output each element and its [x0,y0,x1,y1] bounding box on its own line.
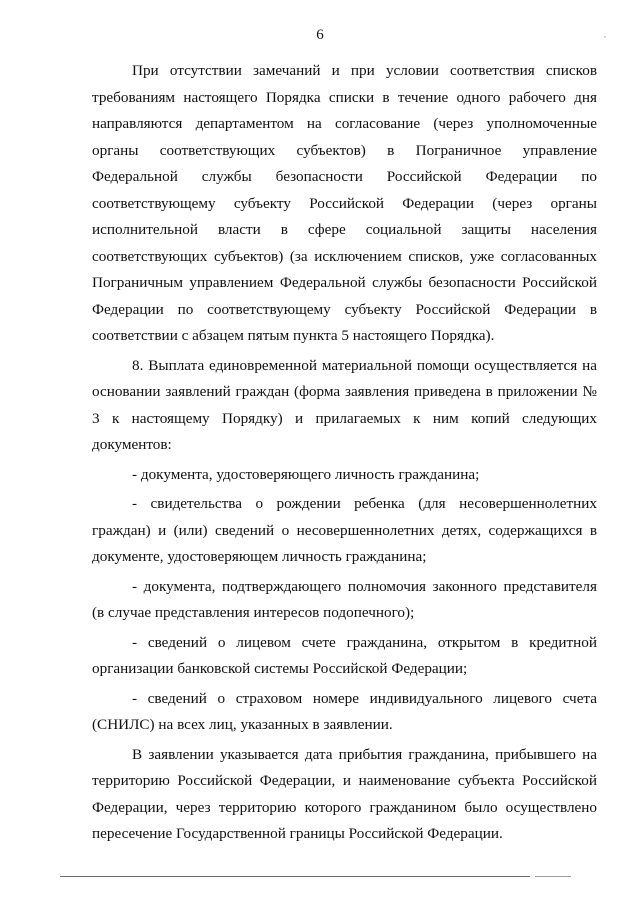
list-item-birth-certificate: - свидетельства о рождении ребенка (для несовершеннолетних граждан) и (или) сведений о несовершеннолетних детях, содержащихся в документе, удостоверяющем личность гражданина; [92,495,597,565]
page-number: 6 [316,27,324,43]
list-item-identity-document: - документа, удостоверяющего личность гражданина; [132,465,480,483]
footer-rule-tail [535,876,571,877]
footer-rule [60,876,530,877]
scan-speck [604,36,606,38]
document-body [92,58,597,848]
paragraph-item-8: 8. Выплата единовременной материальной помощи осуществляется на основании заявлений граждан (форма заявления приведена в приложении № 3 к настоящему Порядку) и прилагаемых к ним копий следующих документов: [92,356,597,453]
paragraph-application-contents: В заявлении указывается дата прибытия гражданина, прибывшего на территорию Российской Федерации, и наименование субъекта Российской Федерации, через территорию которого гражданином было осуществлено пересечение Государственной границы Российской Федерации. [92,745,597,842]
list-item-bank-account: - сведений о лицевом счете гражданина, открытом в кредитной организации банковской системы Российской Федерации; [92,633,597,677]
paragraph-approval-procedure: При отсутствии замечаний и при условии соответствия списков требованиям настоящего Порядка списки в течение одного рабочего дня направляются департаментом на согласование (через уполномоченные органы соответствующих субъектов) в Пограничное управление Федеральной службы безопасности Российской Федерации по соответствующему субъекту Российской Федерации (через органы исполнительной власти в сфере социальной защиты населения соответствующих субъектов) (за исключением списков, уже согласованных Пограничным управлением Федеральной службы безопасности Российской Федерации по соответствующему субъекту Российской Федерации в соответствии с абзацем пятым пункта 5 настоящего Порядка). [92,62,597,344]
list-item-representative-authority: - документа, подтверждающего полномочия законного представителя (в случае представления интересов подопечного); [92,577,597,621]
list-item-snils: - сведений о страховом номере индивидуального лицевого счета (СНИЛС) на всех лиц, указанных в заявлении. [92,689,597,733]
